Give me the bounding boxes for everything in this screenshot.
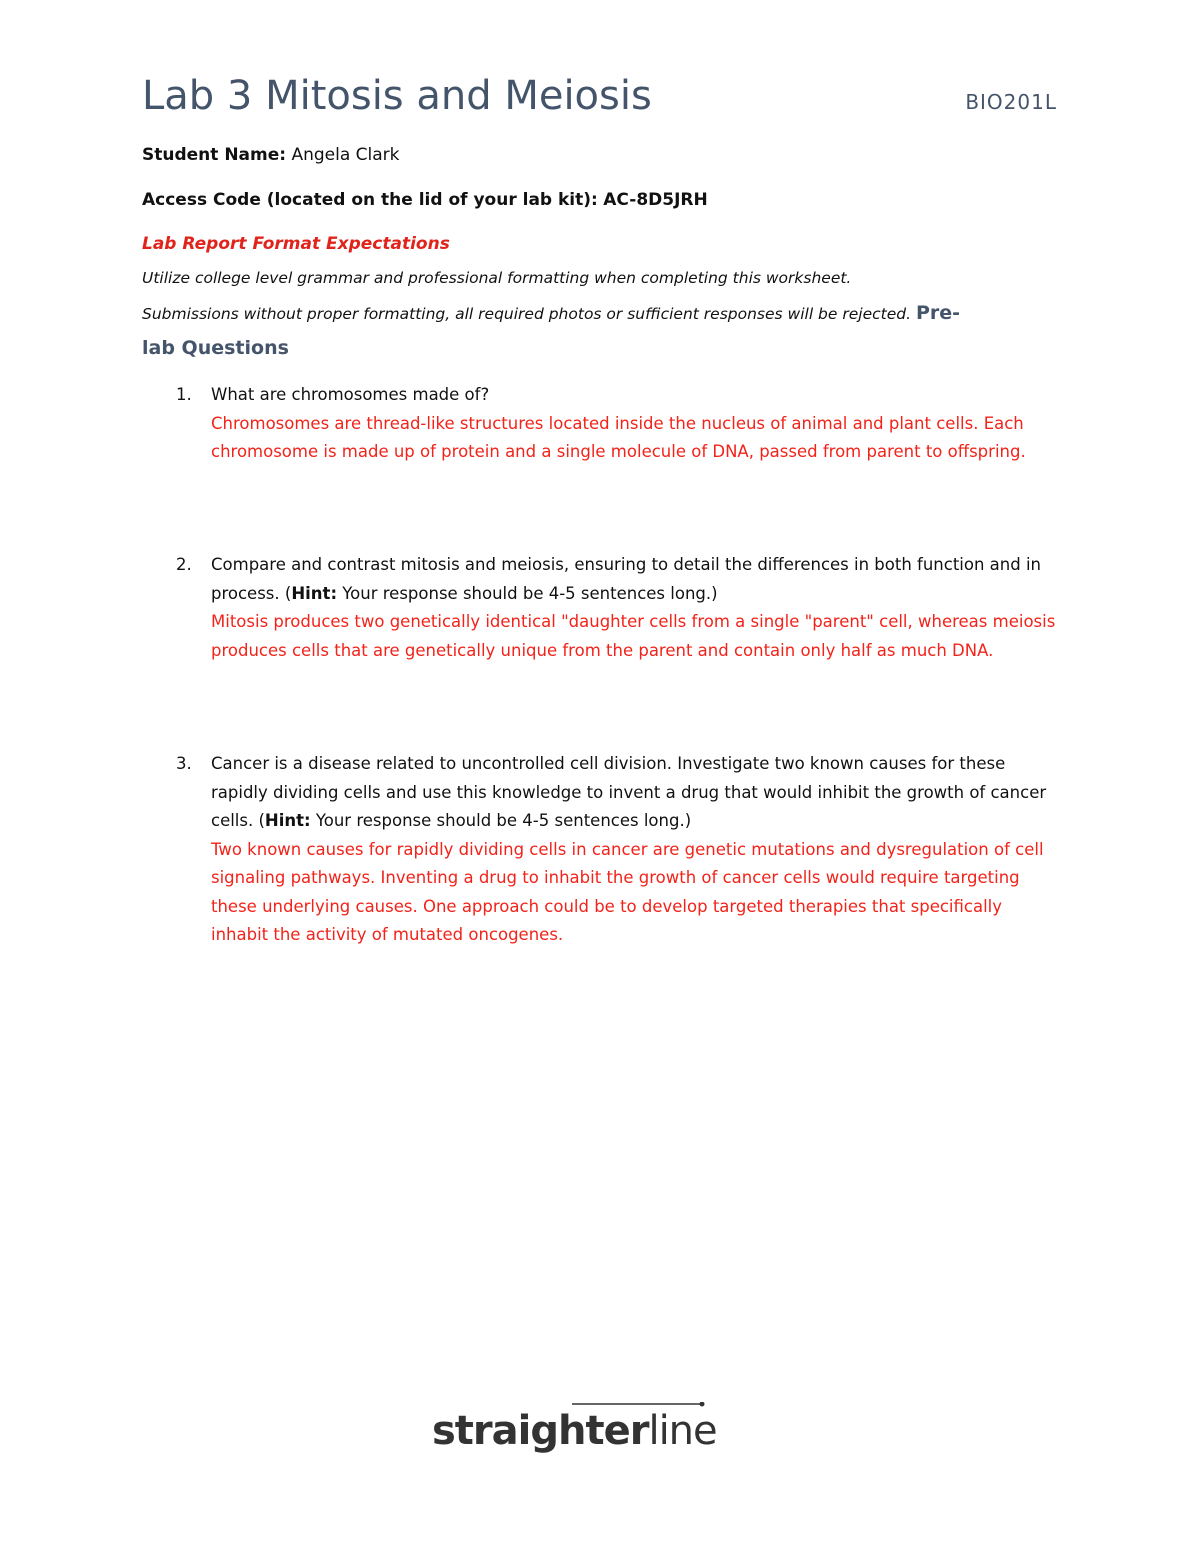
question-number: 3. [176, 754, 192, 773]
question-prompt-text: Compare and contrast mitosis and meiosis, ensuring to detail the differences in both function and in process. ( [211, 555, 1042, 603]
hint-label: Hint: [264, 811, 311, 830]
course-code: BIO201L [965, 90, 1057, 114]
logo-text-light: line [648, 1408, 717, 1454]
access-code-label: Access Code (located on the lid of your lab kit): [142, 190, 598, 210]
hint-label: Hint: [291, 583, 338, 603]
prelab-heading-part2: lab Questions [142, 337, 289, 359]
logo-text-bold: straighter [432, 1408, 649, 1454]
question-3 [176, 750, 1056, 950]
access-code-field [142, 188, 708, 212]
format-expectations-heading: Lab Report Format Expectations [142, 234, 450, 254]
logo-dot [700, 1402, 705, 1407]
straighterline-logo [432, 1402, 762, 1462]
student-name-field [142, 143, 400, 167]
question-prompt [211, 551, 1056, 608]
student-name-label: Student Name: [142, 145, 287, 165]
hint-text: Your response should be 4-5 sentences long.) [310, 811, 692, 830]
question-answer: Mitosis produces two genetically identical "daughter cells from a single "parent" cell, whereas meiosis produces cells that are genetically unique from the parent and contain only half as much DNA. [211, 612, 1056, 660]
question-number: 2. [176, 555, 192, 574]
logo-text [432, 1408, 717, 1454]
expectation-line-1: Utilize college level grammar and professional formatting when completing this worksheet. [142, 269, 852, 287]
question-prompt [211, 750, 1056, 836]
prelab-heading-part1: Pre- [915, 302, 961, 324]
question-answer: Chromosomes are thread-like structures located inside the nucleus of animal and plant cells. Each chromosome is made up of protein and a single molecule of DNA, passed from parent to offspring. [211, 413, 1026, 461]
question-number: 1. [176, 385, 192, 404]
expectation-line-2 [142, 302, 960, 325]
hint-text: Your response should be 4-5 sentences long.) [337, 583, 718, 603]
access-code-value: AC-8D5JRH [603, 190, 708, 210]
page-title: Lab 3 Mitosis and Meiosis [142, 73, 652, 119]
question-1 [176, 381, 1056, 467]
question-prompt-text: Cancer is a disease related to uncontrolled cell division. Investigate two known causes for these rapidly dividing cells and use this knowledge to invent a drug that would inhibit the growth of cancer cells. ( [211, 754, 1047, 830]
question-answer: Two known causes for rapidly dividing cells in cancer are genetic mutations and dysregulation of cell signaling pathways. Inventing a drug to inhabit the growth of cancer cells would require targeting these underlying causes. One approach could be to develop targeted therapies that specifically inhabit the activity of mutated oncogenes. [211, 839, 1044, 944]
question-prompt: What are chromosomes made of? [211, 385, 490, 404]
question-2 [176, 551, 1056, 665]
expectation-line-2-text: Submissions without proper formatting, all required photos or sufficient responses will be rejected. [142, 305, 912, 323]
student-name-value: Angela Clark [291, 145, 400, 165]
